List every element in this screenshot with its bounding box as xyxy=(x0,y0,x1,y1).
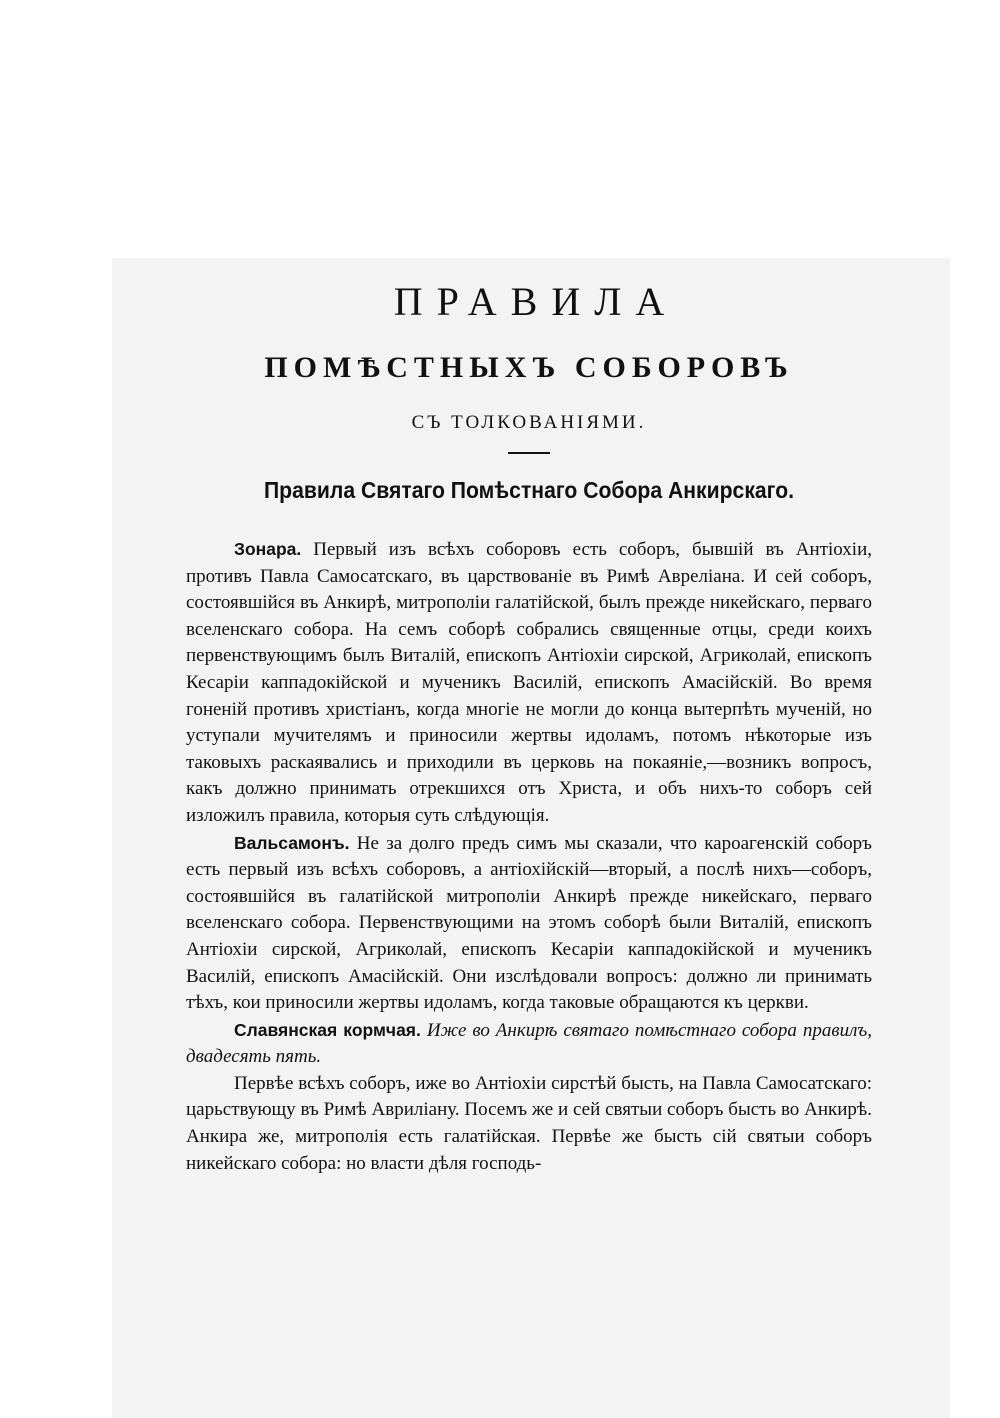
paragraph-zonara xyxy=(186,536,872,830)
title-divider xyxy=(508,452,550,454)
paragraph-text: Первѣе всѣхъ соборъ, иже во Антіохіи сирстѣй бысть, на Павла Самосатскаго: царьствующу въ Римѣ Авриліану. Посемъ же и сей святыи соборъ бысть во Анкирѣ. Анкира же, митрополія есть галатійская. Первѣе же бысть сій святыи соборъ никейскаго собора: но власти дѣля господь- xyxy=(186,1072,872,1174)
body-text xyxy=(186,536,872,1177)
paragraph-valsamon xyxy=(186,830,872,1017)
paragraph-kormchaya xyxy=(186,1017,872,1071)
commentary-line: СЪ ТОЛКОВАНІЯМИ. xyxy=(411,412,647,433)
paragraph-italic-text: Иже во Анкирѣ святаго помѣстнаго собора правилъ, двадесять пять. xyxy=(186,1019,872,1068)
section-heading: Правила Святаго Помѣстнаго Собора Анкирскаго. xyxy=(263,477,795,503)
speaker-label: Вальсамонъ. xyxy=(234,832,350,853)
paragraph-text: Не за долго предъ симъ мы сказали, что кароагенскій соборъ есть первый изъ всѣхъ соборовъ, а антіохійскій—вторый, а послѣ нихъ—соборъ, состоявшійся въ галатійской митрополіи Анкирѣ прежде никейскаго, перваго вселенскаго собора. Первенствующими на этомъ соборѣ были Виталій, епископъ Антіохіи сирской, Агриколай, епископъ Кесаріи каппадокійской и мученикъ Василій, епископъ Амасійскій. Они изслѣдовали вопросъ: должно ли принимать тѣхъ, кои приносили жертвы идоламъ, когда таковые обращаются къ церкви. xyxy=(186,832,872,1014)
subtitle: ПОМѢСТНЫХЪ СОБОРОВЪ xyxy=(264,351,794,384)
main-title: ПРАВИЛА xyxy=(393,279,679,324)
document-page xyxy=(186,270,872,1177)
paragraph-text: Первый изъ всѣхъ соборовъ есть соборъ, бывшій въ Антіохіи, противъ Павла Самосатскаго, въ царствованіе въ Римѣ Авреліана. И сей соборъ, состоявшійся въ Анкирѣ, митрополіи галатійской, былъ прежде никейскаго, перваго вселенскаго собора. На семъ соборѣ собрались священные отцы, среди коихъ первенствующимъ былъ Виталій, епископъ Антіохіи сирской, Агриколай, епископъ Кесаріи каппадокійской и мученикъ Василій, епископъ Амасійскій. Во время гоненій противъ христіанъ, когда многіе не могли до конца вытерпѣть мученій, но уступали мучителямъ и приносили жертвы идоламъ, потомъ нѣкоторые изъ таковыхъ раскаявались и приходили въ церковь на покаяніе,—возникъ вопросъ, какъ должно принимать отрекшихся отъ Христа, и объ нихъ-то соборъ сей изложилъ правила, которыя суть слѣдующія. xyxy=(186,539,872,826)
paragraph-slavonic xyxy=(186,1071,872,1177)
speaker-label: Славянская кормчая. xyxy=(234,1019,421,1040)
speaker-label: Зонара. xyxy=(234,539,302,559)
